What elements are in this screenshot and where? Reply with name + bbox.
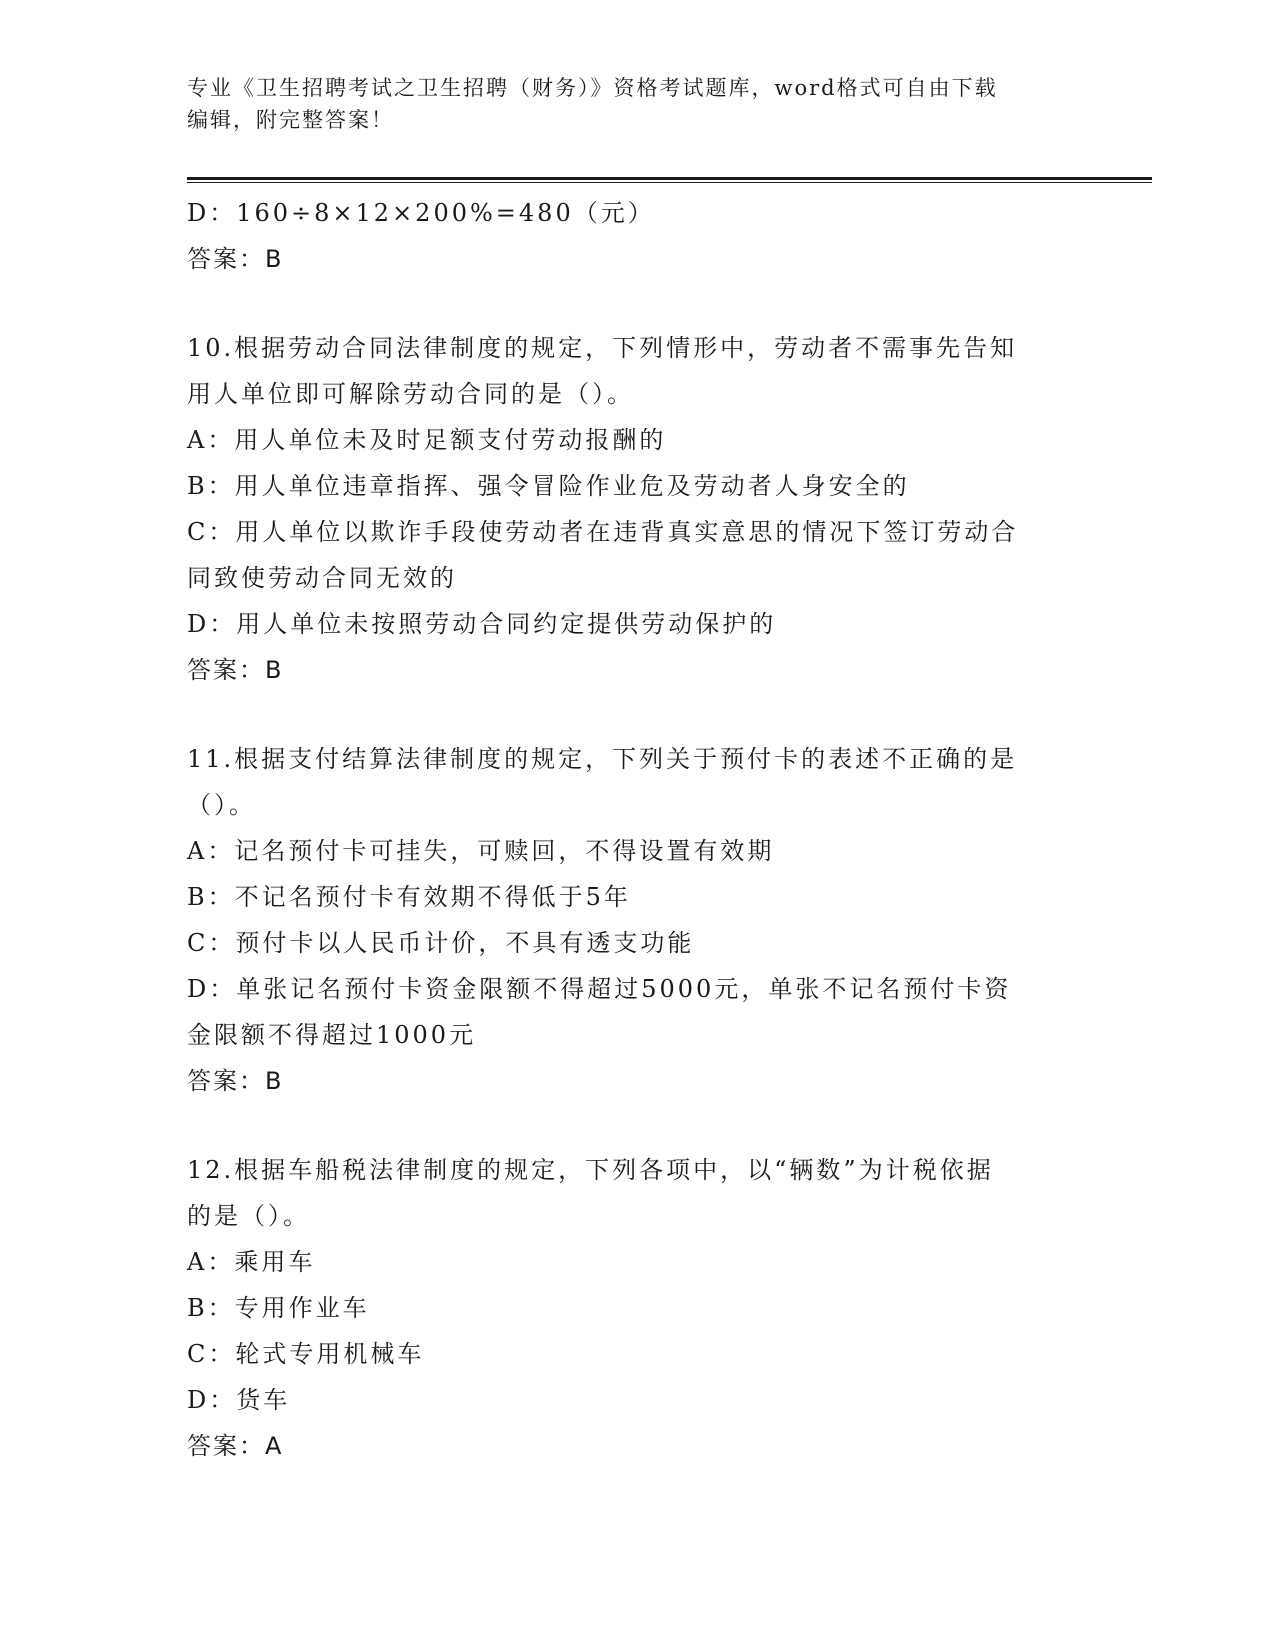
- option-a: A：记名预付卡可挂失，可赎回，不得设置有效期: [187, 837, 775, 865]
- option-c: C：预付卡以人民币计价，不具有透支功能: [187, 929, 695, 957]
- header-divider-thick: [187, 177, 1152, 180]
- question-stem: 12.根据车船税法律制度的规定，下列各项中，以“辆数”为计税依据: [187, 1156, 994, 1184]
- header-divider-thin: [187, 182, 1152, 183]
- question-11: [187, 736, 1087, 1104]
- option-d: D：用人单位未按照劳动合同约定提供劳动保护的: [187, 610, 777, 638]
- option-d: D：单张记名预付卡资金限额不得超过5000元，单张不记名预付卡资: [187, 975, 1012, 1003]
- answer-line: 答案：A: [187, 1432, 284, 1460]
- option-c: C：轮式专用机械车: [187, 1340, 425, 1368]
- option-d-continued: 金限额不得超过1000元: [187, 1021, 477, 1049]
- header-line-1: 专业《卫生招聘考试之卫生招聘（财务）》资格考试题库，word格式可自由下载: [187, 76, 998, 100]
- question-10: [187, 325, 1087, 693]
- question-stem: 10.根据劳动合同法律制度的规定，下列情形中，劳动者不需事先告知: [187, 334, 1018, 362]
- question-spacer: [187, 1104, 1087, 1147]
- question-stem-continued: 用人单位即可解除劳动合同的是（）。: [187, 380, 634, 408]
- question-stem-continued: （）。: [187, 791, 256, 819]
- question-9-tail: [187, 190, 1087, 282]
- option-a: A：乘用车: [187, 1248, 316, 1276]
- answer-line: 答案：B: [187, 656, 284, 684]
- option-b: B：用人单位违章指挥、强令冒险作业危及劳动者人身安全的: [187, 472, 910, 500]
- answer-line: 答案：B: [187, 1067, 284, 1095]
- option-d: D：160÷8×12×200%=480（元）: [187, 199, 655, 227]
- option-d: D：货车: [187, 1386, 291, 1414]
- question-spacer: [187, 693, 1087, 736]
- option-b: B：专用作业车: [187, 1294, 370, 1322]
- option-a: A：用人单位未及时足额支付劳动报酬的: [187, 426, 667, 454]
- question-12: [187, 1147, 1087, 1469]
- question-stem-continued: 的是（）。: [187, 1202, 310, 1230]
- answer-line: 答案：B: [187, 245, 284, 273]
- option-c: C：用人单位以欺诈手段使劳动者在违背真实意思的情况下签订劳动合: [187, 518, 1019, 546]
- header-line-2: 编辑，附完整答案！: [187, 108, 394, 132]
- question-spacer: [187, 282, 1087, 325]
- option-c-continued: 同致使劳动合同无效的: [187, 564, 457, 592]
- question-content: [187, 190, 1087, 1469]
- question-stem: 11.根据支付结算法律制度的规定，下列关于预付卡的表述不正确的是: [187, 745, 1018, 773]
- page-header: [187, 72, 1067, 136]
- option-b: B：不记名预付卡有效期不得低于5年: [187, 883, 631, 911]
